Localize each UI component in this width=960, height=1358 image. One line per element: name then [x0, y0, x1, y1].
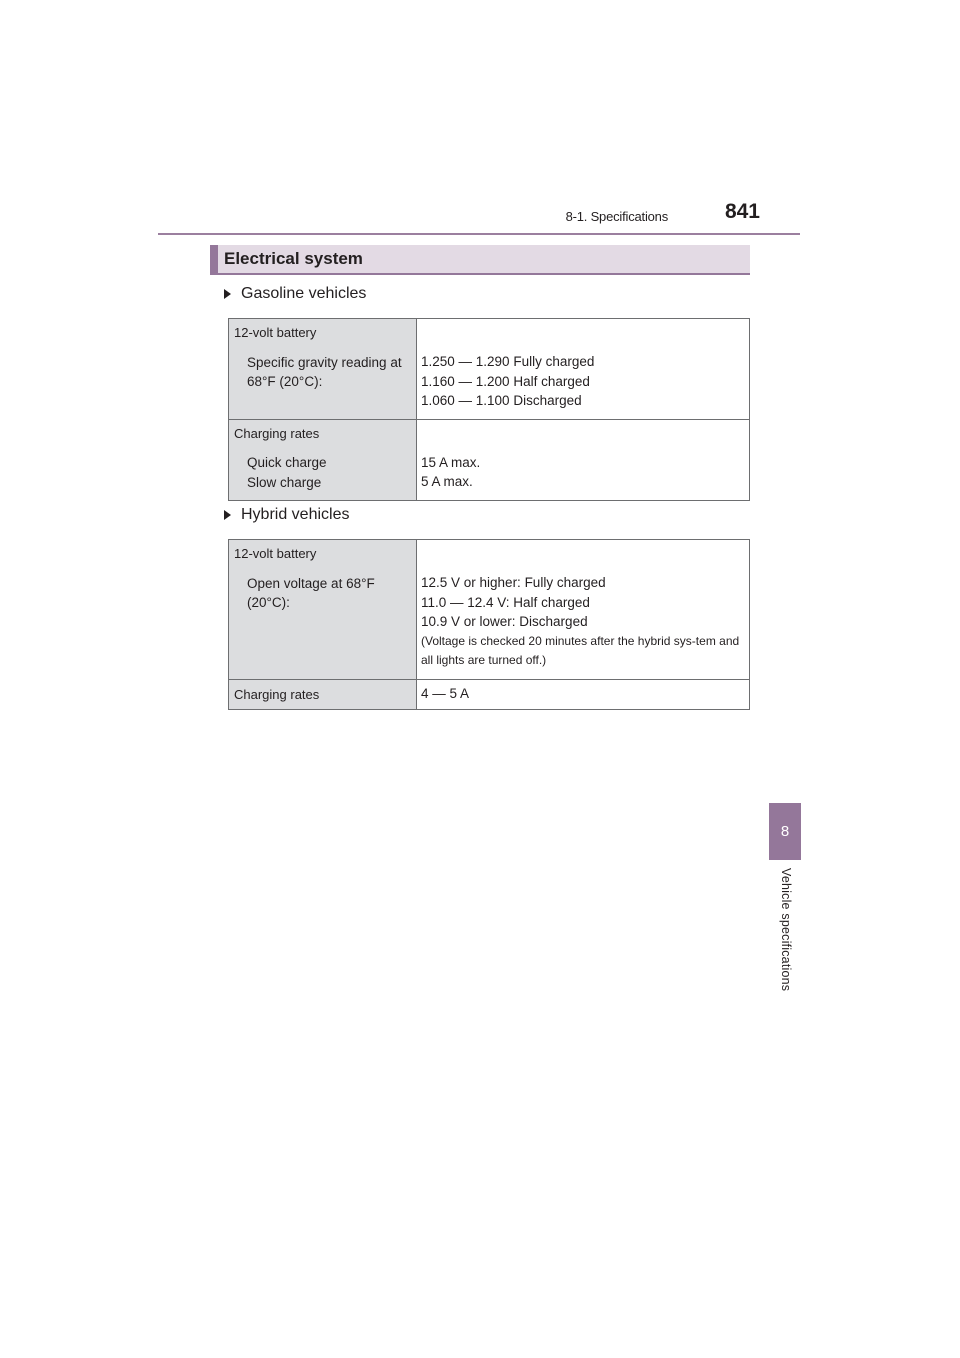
- page-number: 841: [724, 200, 760, 223]
- quick-charge-label: Quick charge: [247, 455, 327, 470]
- quick-charge-value: 15 A max.: [421, 454, 481, 470]
- section-heading: [210, 245, 750, 275]
- hybrid-heading: Hybrid vehicles: [241, 506, 350, 523]
- voltage-value: 12.5 V or higher: Fully charged: [421, 575, 606, 590]
- section-title: Electrical system: [224, 249, 363, 268]
- triangle-bullet-icon: [224, 289, 231, 299]
- section-header: 8-1. Specifications: [565, 209, 668, 224]
- gravity-label: Specific gravity reading at 68°F (20°C):: [247, 354, 402, 389]
- chapter-label: Vehicle specifications: [779, 868, 793, 992]
- voltage-value: 11.0 — 12.4 V: Half charged: [421, 594, 590, 610]
- table-value-cell: [417, 679, 750, 710]
- chapter-tab[interactable]: [769, 803, 801, 860]
- slow-charge-value: 5 A max.: [421, 474, 473, 489]
- charging-label: Charging rates: [234, 425, 320, 441]
- gasoline-heading: Gasoline vehicles: [241, 285, 367, 302]
- voltage-value: 10.9 V or lower: Discharged: [421, 614, 588, 629]
- voltage-note: (Voltage is checked 20 minutes after the hybrid sys-tem and all lights are turned off.): [421, 633, 740, 667]
- header-rule: [158, 233, 800, 235]
- voltage-label: Open voltage at 68°F (20°C):: [247, 575, 375, 610]
- table-label-cell: [229, 679, 417, 710]
- battery-label: 12-volt battery: [234, 546, 317, 561]
- table-value-cell: [417, 419, 750, 501]
- slow-charge-label: Slow charge: [247, 474, 322, 490]
- table-label-cell: [229, 419, 417, 501]
- chapter-number: 8: [780, 823, 790, 840]
- table-row: [229, 319, 750, 420]
- table-row: [229, 540, 750, 680]
- triangle-bullet-icon: [224, 510, 231, 520]
- gravity-value: 1.160 — 1.200 Half charged: [421, 373, 590, 389]
- table-row: [229, 679, 750, 710]
- table-label-cell: [229, 540, 417, 680]
- gasoline-subheading: [224, 285, 366, 303]
- gravity-value: 1.250 — 1.290 Fully charged: [421, 354, 595, 369]
- table-value-cell: [417, 319, 750, 420]
- charging-label: Charging rates: [234, 686, 320, 702]
- hybrid-subheading: [224, 506, 349, 524]
- table-value-cell: [417, 540, 750, 680]
- gravity-value: 1.060 — 1.100 Discharged: [421, 393, 582, 408]
- table-row: [229, 419, 750, 501]
- charging-value: 4 — 5 A: [421, 685, 470, 701]
- battery-label: 12-volt battery: [234, 325, 317, 340]
- hybrid-spec-table: [228, 539, 750, 710]
- gasoline-spec-table: [228, 318, 750, 501]
- table-label-cell: [229, 319, 417, 420]
